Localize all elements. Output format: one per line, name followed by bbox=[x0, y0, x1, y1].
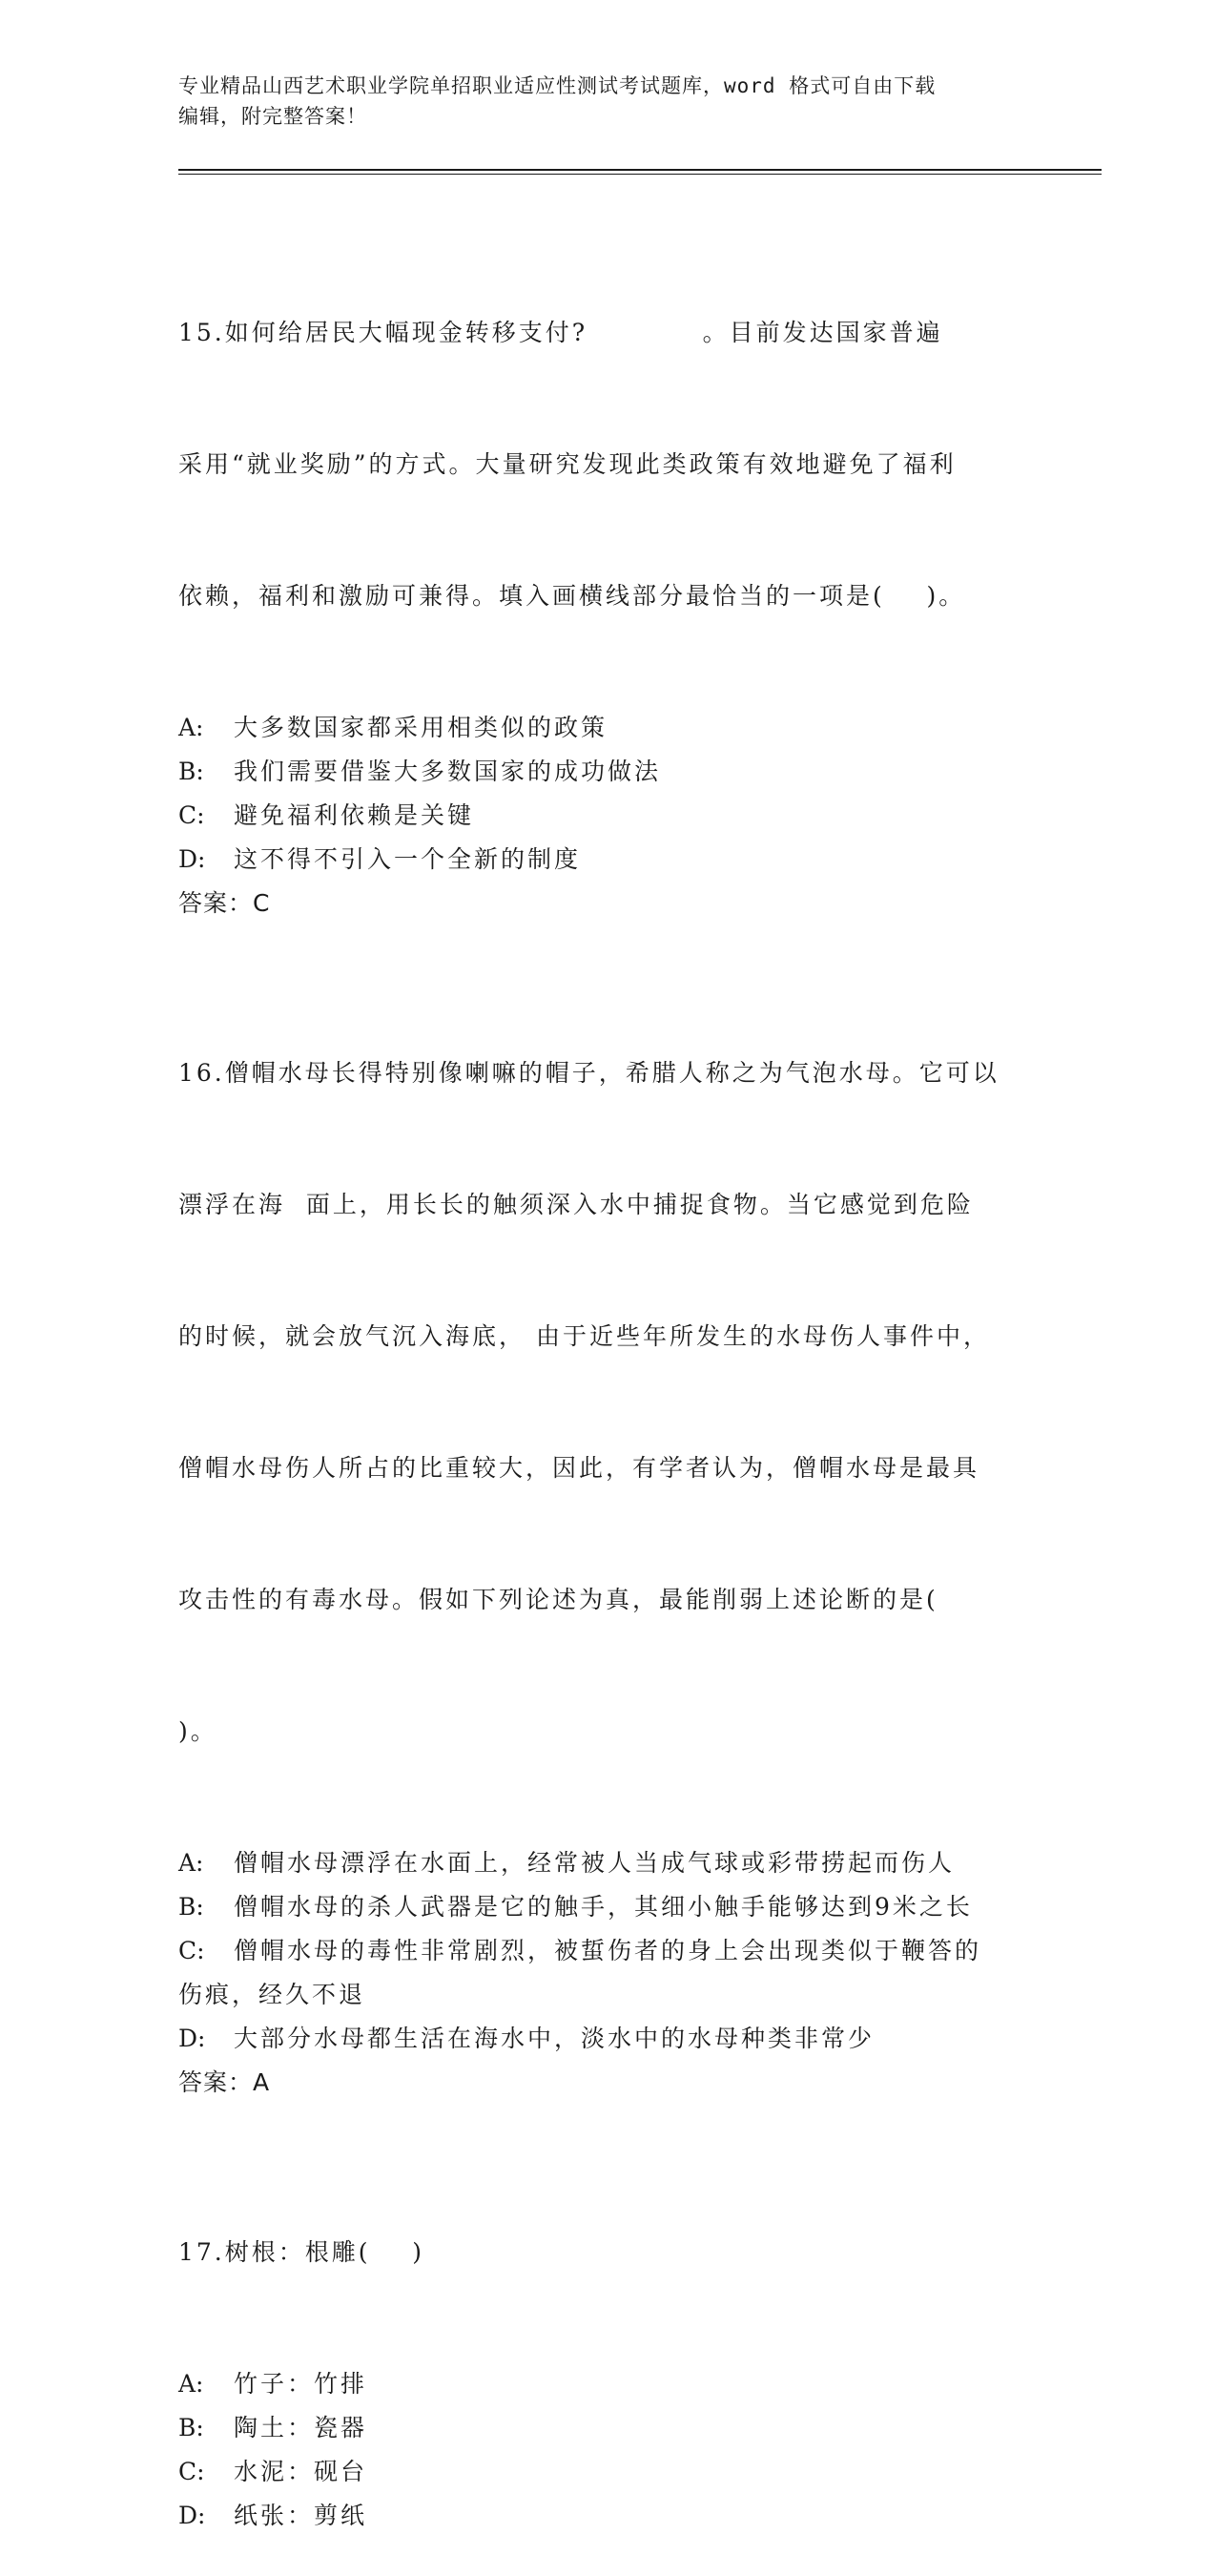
option-text: 陶土：瓷器 bbox=[234, 2414, 368, 2441]
option-letter: C: bbox=[178, 1937, 205, 1964]
option-c bbox=[178, 2450, 1037, 2494]
question-stem bbox=[178, 964, 1037, 1841]
header-divider-thin bbox=[178, 174, 1102, 175]
option-text: 避免福利依赖是关键 bbox=[234, 801, 475, 829]
option-text: 僧帽水母的毒性非常剧烈，被蜇伤者的身上会出现类似于鞭答的 bbox=[234, 1937, 982, 1964]
header-divider-thick bbox=[178, 169, 1102, 171]
option-letter: A: bbox=[178, 714, 204, 741]
option-letter: C: bbox=[178, 801, 205, 829]
option-c-continued bbox=[178, 1973, 1037, 2017]
option-letter: A: bbox=[178, 1849, 204, 1877]
answer-line: 答案：A bbox=[178, 2068, 271, 2096]
option-text: 我们需要借鉴大多数国家的成功做法 bbox=[234, 758, 662, 785]
stem-line: 依赖，福利和激励可兼得。填入画横线部分最恰当的一项是( )。 bbox=[178, 582, 966, 610]
option-letter: D: bbox=[178, 845, 206, 873]
option-text: 大多数国家都采用相类似的政策 bbox=[234, 714, 608, 741]
header-line-2: 编辑，附完整答案！ bbox=[178, 105, 367, 128]
option-a bbox=[178, 1841, 1037, 1885]
option-text: 伤痕，经久不退 bbox=[178, 1981, 366, 2008]
answer-line: 答案：C bbox=[178, 889, 271, 917]
option-letter: B: bbox=[178, 2414, 204, 2441]
stem-line: 采用“就业奖励”的方式。大量研究发现此类政策有效地避免了福利 bbox=[178, 450, 957, 478]
option-letter: B: bbox=[178, 1893, 204, 1921]
stem-line: 的时候，就会放气沉入海底， 由于近些年所发生的水母伤人事件中， bbox=[178, 1322, 990, 1350]
question-16 bbox=[178, 964, 1037, 2105]
option-c bbox=[178, 1929, 1037, 1973]
question-stem bbox=[178, 223, 1037, 706]
option-text: 纸张：剪纸 bbox=[234, 2502, 368, 2529]
option-text: 僧帽水母漂浮在水面上，经常被人当成气球或彩带捞起而伤人 bbox=[234, 1849, 956, 1877]
stem-line: )。 bbox=[178, 1717, 217, 1745]
option-text: 这不得不引入一个全新的制度 bbox=[234, 845, 582, 873]
questions-list bbox=[178, 223, 1037, 2576]
question-stem bbox=[178, 2143, 1037, 2362]
option-b bbox=[178, 1885, 1037, 1929]
option-d bbox=[178, 2017, 1037, 2061]
option-d bbox=[178, 2494, 1037, 2538]
stem-line: 15.如何给居民大幅现金转移支付? 。目前发达国家普遍 bbox=[178, 319, 943, 346]
option-b bbox=[178, 2406, 1037, 2450]
option-letter: D: bbox=[178, 2502, 206, 2529]
question-17 bbox=[178, 2143, 1037, 2538]
option-letter: C: bbox=[178, 2458, 205, 2485]
option-c bbox=[178, 794, 1037, 838]
document-header bbox=[178, 71, 1037, 132]
option-b bbox=[178, 750, 1037, 794]
option-text: 水泥：砚台 bbox=[234, 2458, 368, 2485]
stem-line: 16.僧帽水母长得特别像喇嘛的帽子，希腊人称之为气泡水母。它可以 bbox=[178, 1059, 1000, 1087]
question-15 bbox=[178, 223, 1037, 925]
option-letter: A: bbox=[178, 2370, 204, 2398]
option-letter: D: bbox=[178, 2025, 206, 2052]
option-d bbox=[178, 838, 1037, 882]
stem-line: 僧帽水母伤人所占的比重较大，因此，有学者认为，僧帽水母是最具 bbox=[178, 1454, 980, 1482]
stem-line: 攻击性的有毒水母。假如下列论述为真，最能削弱上述论断的是( bbox=[178, 1586, 938, 1613]
stem-line: 17.树根：根雕( ) bbox=[178, 2238, 425, 2266]
option-text: 竹子：竹排 bbox=[234, 2370, 368, 2398]
option-text: 大部分水母都生活在海水中，淡水中的水母种类非常少 bbox=[234, 2025, 876, 2052]
option-a bbox=[178, 2362, 1037, 2406]
option-a bbox=[178, 706, 1037, 750]
option-letter: B: bbox=[178, 758, 204, 785]
option-text: 僧帽水母的杀人武器是它的触手，其细小触手能够达到9米之长 bbox=[234, 1893, 973, 1921]
header-line-1: 专业精品山西艺术职业学院单招职业适应性测试考试题库，word 格式可自由下载 bbox=[178, 74, 937, 97]
stem-line: 漂浮在海 面上，用长长的触须深入水中捕捉食物。当它感觉到危险 bbox=[178, 1191, 974, 1218]
